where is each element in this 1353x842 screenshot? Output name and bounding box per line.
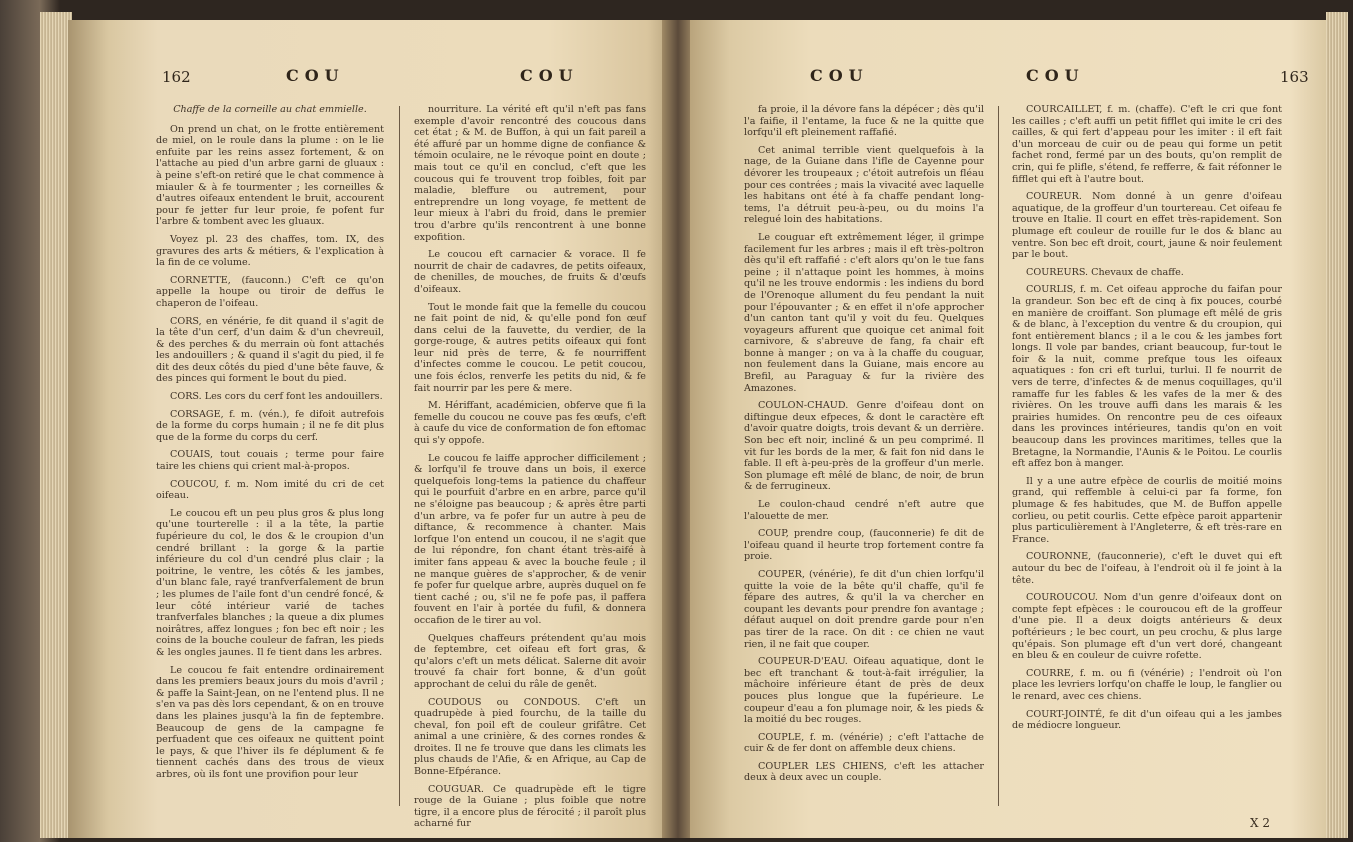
paragraph: Tout le monde fait que la femelle du coucou ne fait point de nid, & qu'elle pond fon œuf dans celui de la fauvette, du verdier, de la gorge-rouge, & autres petits oifeaux qui font leur nid près de terre, & fe nourriffent d'infectes comme le coucou. Le petit coucou, une fois éclos, renverfe les petits du nid, & fe fait nourrir par les pere & mere. <box>414 301 646 394</box>
paragraph: On prend un chat, on le frotte entièrement de miel, on le roule dans la plume : on le lie enfuite par les reins assez fortement, & on l'attache au pied d'un arbre garni de gluaux : à peine s'eft-on retiré que le chat commence à miauler & à fe tourmenter ; les corneilles & d'autres oifeaux entendent le bruit, accourent pour fe jetter fur leur proie, fe pofent fur l'arbre & tombent avec les gluaux. <box>156 123 384 228</box>
paragraph: Cet animal terrible vient quelquefois à la nage, de la Guiane dans l'ifle de Cayenne pour dévorer les troupeaux ; c'étoit autrefois un fléau pour ces contrées ; mais la vivacité avec laquelle les habitans ont été à fa chaffe pendant long-tems, l'a détruit peu-à-peu, ou du moins l'a relegué loin des habitations. <box>744 144 984 226</box>
paragraph: COUAIS, tout couais ; terme pour faire taire les chiens qui crient mal-à-propos. <box>156 449 384 473</box>
paragraph: COURONNE, (fauconnerie), c'eft le duvet qui eft autour du bec de l'oifeau, à l'endroit où il fe joint à la tête. <box>1012 551 1282 586</box>
paragraph: COUCOU, f. m. Nom imité du cri de cet oifeau. <box>156 478 384 502</box>
paragraph: Il y a une autre efpèce de courlis de moitié moins grand, qui reffemble à celui-ci par fa forme, fon plumage & fes habitudes, que M. de Buffon appelle corlieu, ou petit courlis. Cette efpèce paroit appartenir plus particulièrement à l'Angleterre, & eft très-rare en France. <box>1012 475 1282 545</box>
paragraph: Le coucou eft un peu plus gros & plus long qu'une tourterelle : il a la tête, la partie fupérieure du col, le dos & le croupion d'un cendré brillant : la gorge & la partie inférieure du col d'un cendré plus clair ; la poitrine, le ventre, les côtés & les jambes, d'un blanc fale, rayé tranfverfalement de brun ; les plumes de l'aile font d'un cendré foncé, & leur côté intérieur varié de taches tranfverfales blanches ; la queue a dix plumes noirâtres, affez longues ; fon bec eft noir ; les coins de la bouche couleur de fafran, les pieds & les ongles jaunes. Il fe tient dans les arbres. <box>156 507 384 658</box>
paragraph: COURT-JOINTÉ, fe dit d'un oifeau qui a les jambes de médiocre longueur. <box>1012 708 1282 732</box>
paragraph: COUP, prendre coup, (fauconnerie) fe dit de l'oifeau quand il heurte trop fortement contre fa proie. <box>744 528 984 563</box>
paragraph: Voyez pl. 23 des chaffes, tom. IX, des gravures des arts & métiers, & l'explication à la fin de ce volume. <box>156 233 384 269</box>
text-column-1 <box>744 104 984 790</box>
paragraph: COUDOUS ou CONDOUS. C'eft un quadrupède à pied fourchu, de la taille du cheval, fon poil eft de couleur grifâtre. Cet animal a une crinière, & des cornes rondes & droites. Il ne fe trouve que dans les climats les plus chauds de l'Afie, & en Afrique, au Cap de Bonne-Efpérance. <box>414 696 646 778</box>
column-rule <box>998 106 999 806</box>
paragraph: COURCAILLET, f. m. (chaffe). C'eft le cri que font les cailles ; c'eft auffi un petit fifflet qui imite le cri des cailles, & qui fert d'appeau pour les imiter : il eft fait d'un morceau de cuir ou de peau qui forme un petit fachet rond, fermé par un des bouts, qu'on remplit de crin, qui fe plifle, s'étend, fe refferre, & fait réfonner le fifflet qui eft à l'autre bout. <box>1012 104 1282 185</box>
running-head: COU <box>520 66 579 85</box>
paragraph: COUGUAR. Ce quadrupède eft le tigre rouge de la Guiane ; plus foible que notre tigre, il a encore plus de férocité ; il paroît plus acharné fur <box>414 783 646 830</box>
paragraph: COUREURS. Chevaux de chaffe. <box>1026 266 1184 278</box>
paragraph: COURLIS, f. m. Cet oifeau approche du faifan pour la grandeur. Son bec eft de cinq à fix pouces, courbé en manière de croiffant. Son plumage eft mêlé de gris & de blanc, à l'exception du ventre & du croupion, qui font entièrement blancs ; il a le cou & les jambes fort longs. Il vole par bandes, criant beaucoup, fur-tout le foir & la nuit, comme prefque tous les oifeaux aquatiques : fon cri eft turlui, turlui. Il fe nourrit de vers de terre, d'infectes & de menus coquillages, qu'il ramaffe fur les fables & les vafes de la mer & des rivières. On les trouve auffi dans les marais & les prairies humides. On rencontre peu de ces oifeaux dans les provinces intérieures, tandis qu'on en voit beaucoup dans les provinces maritimes, telles que la Bretagne, la Normandie, l'Aunis & le Poitou. Le courlis eft affez bon à manger. <box>1012 284 1282 470</box>
running-head: COU <box>810 66 869 85</box>
paragraph: Le coucou fe fait entendre ordinairement dans les premiers beaux jours du mois d'avril ; & paffe la Saint-Jean, on ne l'entend plus. Il ne s'en va pas dès lors cependant, & on en trouve dans les plaines jusqu'à la fin de feptembre. Beaucoup de gens de la campagne fe perfuadent que ces oifeaux ne quittent point le pays, & que l'hiver ils fe déplument & fe tiennent cachés dans des trous de vieux arbres, où ils font une provifion pour leur <box>156 664 384 780</box>
text-column-1 <box>156 104 384 786</box>
paragraph: CORSAGE, f. m. (vén.), fe difoit autrefois de la forme du corps humain ; il ne fe dit plus que de la forme du corps du cerf. <box>156 408 384 443</box>
running-head: COU <box>1026 66 1085 85</box>
paragraph: M. Hériffant, académicien, obferve que fi la femelle du coucou ne couve pas fes œufs, c'eft à caufe du vice de conformation de fon eftomac qui s'y oppofe. <box>414 400 646 447</box>
paragraph: Le coulon-chaud cendré n'eft autre que l'alouette de mer. <box>744 499 984 522</box>
left-page <box>68 20 668 838</box>
paragraph: COUPER, (vénérie), fe dit d'un chien lorfqu'il quitte la voie de la bête qu'il chaffe, qu'il fe fépare des autres, & qu'il la va chercher en coupant les devants pour prendre fon avantage ; défaut auquel on doit prendre garde pour n'en pas tirer de la race. On dit : ce chien ne vaut rien, il ne fait que couper. <box>744 568 984 650</box>
text-column-2 <box>1012 104 1282 738</box>
paragraph: nourriture. La vérité eft qu'il n'eft pas fans exemple d'avoir rencontré des coucous dans cet état ; & M. de Buffon, à qui un fait pareil a été affuré par un homme digne de confiance & témoin oculaire, ne le révoque point en doute ; mais tout ce qu'il en conclud, c'eft que les coucous qui fe trouvent trop foibles, foit par maladie, bleffure ou autrement, pour entreprendre un long voyage, fe mettent de leur mieux à l'abri du froid, dans le premier trou d'arbre qu'ils rencontrent à une bonne expofition. <box>414 104 646 243</box>
paragraph: CORS, en vénérie, fe dit quand il s'agit de la tête d'un cerf, d'un daim & d'un chevreuil, & des perches & du merrain où font attachés les andouillers ; & quand il s'agit du pied, il fe dit des deux côtés du pied d'une bête fauve, & des pinces qui forment le bout du pied. <box>156 315 384 385</box>
paragraph: COURRE, f. m. ou fi (vénérie) ; l'endroit où l'on place les levriers lorfqu'on chaffe le loup, le fanglier ou le renard, avec ces chiens. <box>1012 667 1282 702</box>
paragraph: fa proie, il la dévore fans la dépécer ; dès qu'il l'a faifie, il l'entame, la fuce & ne la quitte que lorfqu'il eft pleinement raffafié. <box>744 104 984 139</box>
text-column-2 <box>414 104 646 836</box>
paragraph: COUPLE, f. m. (vénérie) ; c'eft l'attache de cuir & de fer dont on affemble deux chiens. <box>744 731 984 755</box>
paragraph: CORNETTE, (fauconn.) C'eft ce qu'on appelle la houpe ou tiroir de deffus le chaperon de l'oifeau. <box>156 274 384 309</box>
paragraph: COUPLER LES CHIENS, c'eft les attacher deux à deux avec un couple. <box>744 760 984 784</box>
right-page-edges <box>1326 12 1348 838</box>
paragraph: COULON-CHAUD. Genre d'oifeau dont on diftingue deux efpeces, & dont le caractère eft d'avoir quatre doigts, trois devant & un derrière. Son bec eft noir, incliné & un peu comprimé. Il vit fur les bords de la mer, & fait fon nid dans le fable. Il eft à-peu-près de la groffeur d'un merle. Son plumage eft mêlé de blanc, de noir, de brun & de ferrugineux. <box>744 400 984 493</box>
running-head: COU <box>286 66 345 85</box>
signature-mark: X 2 <box>1250 816 1270 830</box>
paragraph: COUPEUR-D'EAU. Oifeau aquatique, dont le bec eft tranchant & tout-à-fait irrégulier, la mâchoire inférieure étant de près de deux pouces plus longue que la fupérieure. Le coupeur d'eau a fon plumage noir, & les pieds & la moitié du bec rouges. <box>744 656 984 726</box>
paragraph: Le coucou eft carnacier & vorace. Il fe nourrit de chair de cadavres, de petits oifeaux, de chenilles, de mouches, de fruits & d'œufs d'oifeaux. <box>414 249 646 295</box>
right-page <box>690 20 1330 838</box>
page-number: 163 <box>1280 68 1309 86</box>
paragraph: COUROUCOU. Nom d'un genre d'oifeaux dont on compte fept efpèces : le couroucou eft de la groffeur d'une pie. Il a deux doigts antérieurs & deux poftérieurs ; le bec court, un peu crochu, & plus large qu'épais. Son plumage eft d'un vert doré, changeant en bleu & en couleur de cuivre rofette. <box>1012 592 1282 662</box>
paragraph: COUREUR. Nom donné à un genre d'oifeau aquatique, de la groffeur d'un tourtereau. Cet oifeau fe trouve en Italie. Il court en effet très-rapidement. Son plumage eft couleur de rouille fur le dos & blanc au ventre. Son bec eft droit, court, jaune & noir feulement par le bout. <box>1012 191 1282 261</box>
paragraph: Quelques chaffeurs prétendent qu'au mois de feptembre, cet oifeau eft fort gras, & qu'alors c'eft un mets délicat. Salerne dit avoir trouvé fa chair fort bonne, & d'un goût approchant de celui du râle de genêt. <box>414 632 646 690</box>
paragraph: Le coucou fe laiffe approcher difficilement ; & lorfqu'il fe trouve dans un bois, il exerce quelquefois long-tems la patience du chaffeur qui le pourfuit d'arbre en en arbre, parce qu'il ne s'éloigne pas beaucoup ; & après être parti d'un arbre, va fe pofer fur un autre à peu de diftance, & recommence à chanter. Mais lorfque l'on entend un coucou, il ne s'agit que de lui répondre, fon chant étant très-aifé à imiter fans appeau & avec la bouche feule ; il ne manque guères de s'approcher, & de venir fe pofer fur quelque arbre, auprès duquel on fe tient caché ; ou, s'il ne fe pofe pas, il paffera fouvent en l'air à portée du fufil, & donnera occafion de le tirer au vol. <box>414 452 646 626</box>
section-title: Chaffe de la corneille au chat emmielle. <box>173 104 367 115</box>
paragraph: CORS. Les cors du cerf font les andouillers. <box>170 391 383 403</box>
page-number: 162 <box>162 68 191 86</box>
column-rule <box>399 106 400 806</box>
paragraph: Le couguar eft extrêmement léger, il grimpe facilement fur les arbres ; mais il eft très-poltron dès qu'il eft raffafié : c'eft alors qu'on le tue fans peine ; il n'attaque point les hommes, à moins qu'il ne les trouve endormis : les indiens du bord de l'Orenoque allument du feu pendant la nuit pour l'épouvanter ; & en effet il n'ofe approcher d'un canton tant qu'il y voit du feu. Quelques voyageurs affurent que quoique cet animal foit carnivore, & s'abreuve de fang, fa chair eft bonne à manger ; on va à la chaffe du couguar, non feulement dans la Guiane, mais encore au Brefil, au Paraguay & fur la rivière des Amazones. <box>744 231 984 394</box>
